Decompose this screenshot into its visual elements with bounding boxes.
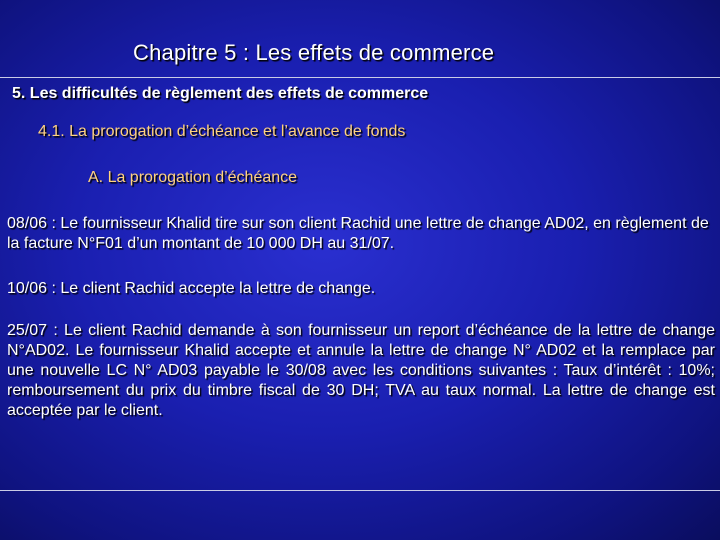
subsubsection-heading: A. La prorogation d’échéance: [88, 169, 298, 186]
subsection-heading: 4.1. La prorogation d’échéance et l’avance de fonds: [38, 123, 406, 140]
bottom-divider: [0, 490, 720, 491]
slide-title: Chapitre 5 : Les effets de commerce: [133, 40, 495, 65]
paragraph-2507: 25/07 : Le client Rachid demande à son fournisseur un report d’échéance de la lettre de change N°AD02. Le fournisseur Khalid accepte et annule la lettre de change N° AD02 et la remplace par une nouvelle LC N° AD03 payable le 30/08 avec les conditions suivantes : Taux d’intérêt : 10%; remboursement du prix du timbre fiscal de 30 DH; TVA au taux normal. La lettre de change est acceptée par le client.: [7, 322, 715, 419]
section-heading: 5. Les difficultés de règlement des effets de commerce: [12, 85, 429, 102]
top-divider: [0, 77, 720, 78]
paragraph-1006: 10/06 : Le client Rachid accepte la lettre de change.: [7, 280, 376, 297]
paragraph-0806: 08/06 : Le fournisseur Khalid tire sur son client Rachid une lettre de change AD02, en règlement de la facture N°F01 d’un montant de 10 000 DH au 31/07.: [7, 215, 709, 252]
